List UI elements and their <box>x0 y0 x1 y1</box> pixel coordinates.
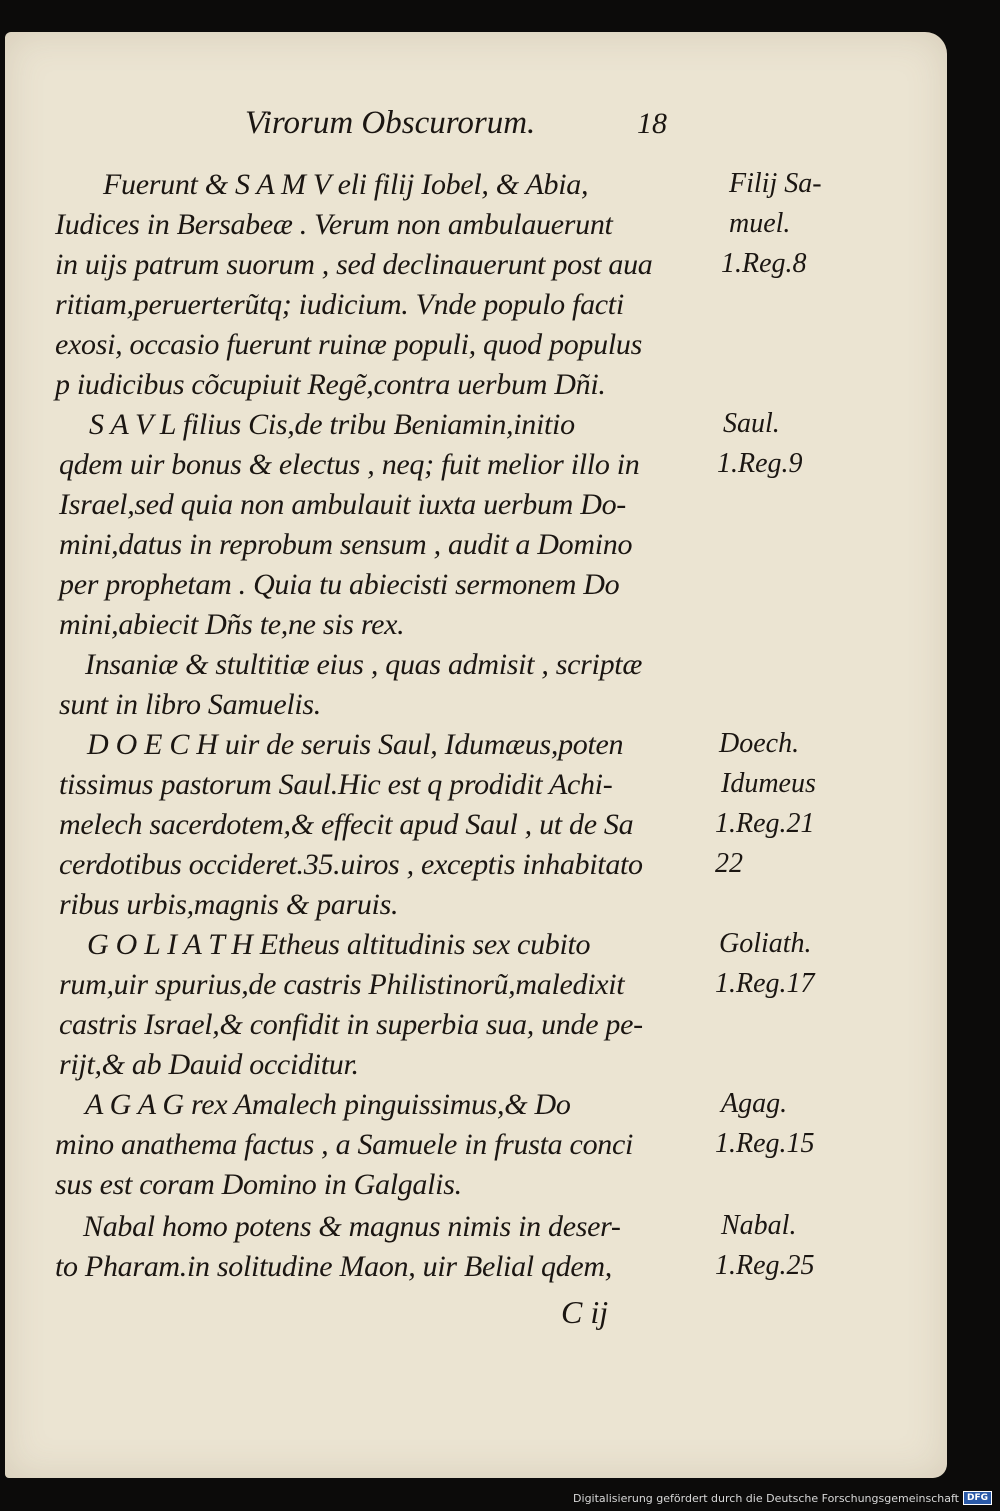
page-text <box>5 32 947 1478</box>
book-page <box>5 32 947 1478</box>
marginal-note: 1.Reg.8 <box>721 248 807 279</box>
text-line: Israel,sed quia non ambulauit iuxta uerbum Do- <box>59 488 626 521</box>
signature-mark: C ij <box>561 1294 609 1330</box>
text-line: mino anathema factus , a Samuele in frusta conci <box>55 1128 634 1161</box>
text-line: cerdotibus occideret.35.uiros , exceptis inhabitato <box>59 848 643 881</box>
text-line: to Pharam.in solitudine Maon, uir Belial qdem, <box>55 1250 612 1283</box>
text-line: Nabal homo potens & magnus nimis in deser- <box>83 1210 621 1243</box>
text-line: rijt,& ab Dauid occiditur. <box>59 1048 359 1081</box>
text-line: A G A G rex Amalech pinguissimus,& Do <box>85 1088 571 1121</box>
text-line: Insaniæ & stultitiæ eius , quas admisit , scriptæ <box>85 648 643 681</box>
marginal-note: 1.Reg.15 <box>715 1128 815 1159</box>
text-line: Iudices in Bersabeæ . Verum non ambulauerunt <box>55 208 613 241</box>
text-line: mini,datus in reprobum sensum , audit a Domino <box>59 528 633 561</box>
text-line: sus est coram Domino in Galgalis. <box>55 1168 462 1201</box>
marginal-note: 1.Reg.21 <box>715 808 815 839</box>
marginal-note: muel. <box>729 208 791 239</box>
marginal-note: Agag. <box>721 1088 788 1119</box>
page-number: 18 <box>637 107 667 140</box>
footer-text: Digitalisierung gefördert durch die Deutsche Forschungsgemeinschaft <box>573 1491 959 1505</box>
text-line: qdem uir bonus & electus , neq; fuit melior illo in <box>59 448 640 481</box>
marginal-note: 1.Reg.25 <box>715 1250 815 1281</box>
marginal-note: Doech. <box>719 728 800 759</box>
marginal-note: Saul. <box>723 408 780 439</box>
text-line: castris Israel,& confidit in superbia sua, unde pe- <box>59 1008 643 1041</box>
marginal-note: Idumeus <box>721 768 816 799</box>
marginal-note: Goliath. <box>719 928 812 959</box>
text-line: ribus urbis,magnis & paruis. <box>59 888 399 921</box>
text-line: S A V L filius Cis,de tribu Beniamin,initio <box>89 408 575 441</box>
text-line: D O E C H uir de seruis Saul, Idumæus,poten <box>87 728 624 761</box>
text-line: sunt in libro Samuelis. <box>59 688 322 721</box>
text-line: tissimus pastorum Saul.Hic est q prodidit Achi- <box>59 768 613 801</box>
text-line: per prophetam . Quia tu abiecisti sermonem Do <box>59 568 620 601</box>
text-line: ritiam,peruerterũtq; iudicium. Vnde populo facti <box>55 288 624 321</box>
digitization-footer <box>573 1491 992 1505</box>
text-line: G O L I A T H Etheus altitudinis sex cubito <box>87 928 591 961</box>
marginal-note: 22 <box>715 848 743 879</box>
text-line: mini,abiecit Dñs te,ne sis rex. <box>59 608 405 641</box>
marginal-note: Filij Sa- <box>729 168 822 199</box>
text-line: p iudicibus cõcupiuit Regẽ,contra uerbum Dñi. <box>55 368 606 401</box>
marginal-note: 1.Reg.17 <box>715 968 815 999</box>
dfg-logo: DFG <box>963 1491 992 1505</box>
text-line: exosi, occasio fuerunt ruinæ populi, quod populus <box>55 328 642 361</box>
text-line: rum,uir spurius,de castris Philistinorũ,maledixit <box>59 968 625 1001</box>
text-line: Fuerunt & S A M V eli filij Iobel, & Abia, <box>103 168 589 201</box>
text-line: in uijs patrum suorum , sed declinauerunt post aua <box>55 248 653 281</box>
running-header: Virorum Obscurorum. <box>245 105 536 141</box>
marginal-note: Nabal. <box>721 1210 797 1241</box>
marginal-note: 1.Reg.9 <box>717 448 803 479</box>
text-line: melech sacerdotem,& effecit apud Saul , ut de Sa <box>59 808 634 841</box>
